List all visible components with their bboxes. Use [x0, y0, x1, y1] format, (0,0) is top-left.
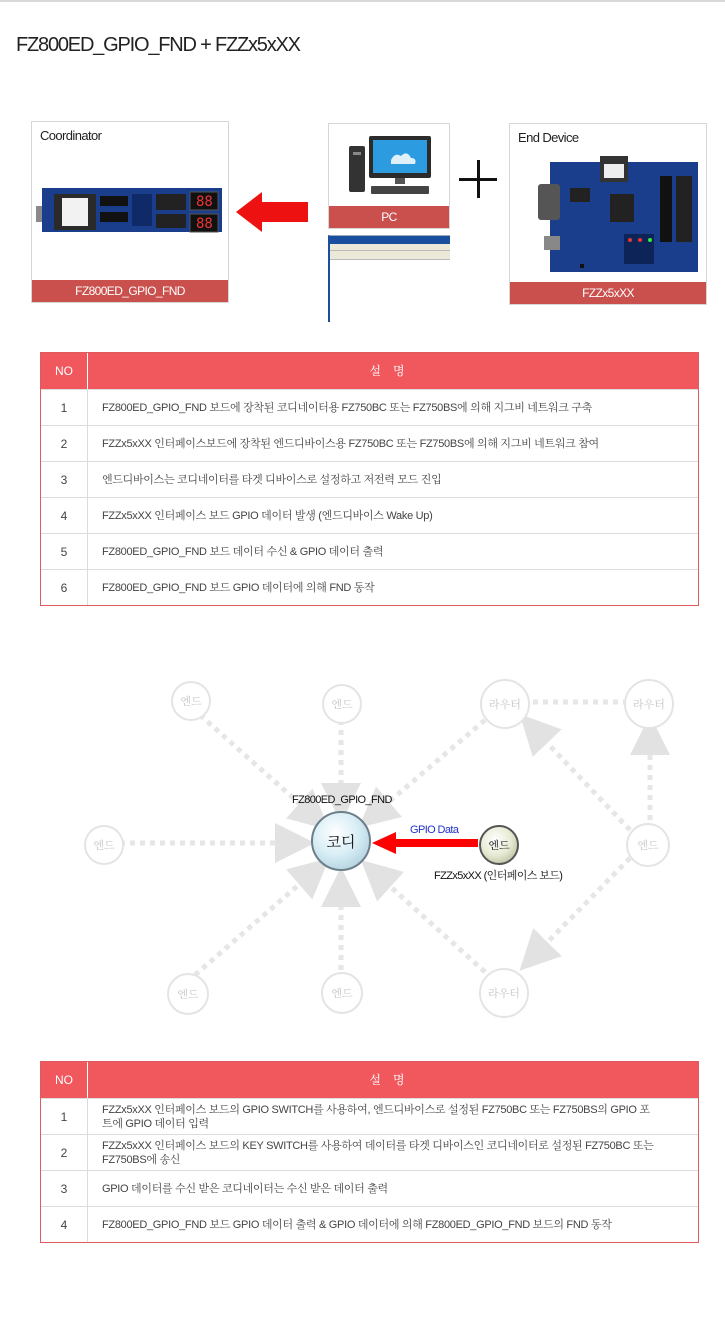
table-row	[41, 569, 698, 605]
row-desc: FZZx5xXX 인터페이스 보드의 GPIO SWITCH를 사용하여, 엔드디바이스로 설정된 FZ750BC 또는 FZ750BS의 GPIO 포트에 GPIO 데이터 입력	[87, 1099, 698, 1134]
end-device-card	[509, 123, 707, 305]
table-row	[41, 533, 698, 569]
row-no: 1	[60, 1109, 68, 1124]
node-end-bottom-left: 엔드	[167, 973, 209, 1015]
node-end-top-left: 엔드	[171, 681, 211, 721]
row-desc: GPIO 데이터를 수신 받은 코디네이터는 수신 받은 데이터 출력	[87, 1171, 698, 1206]
row-desc: FZZx5xXX 인터페이스보드에 장착된 엔드디바이스용 FZ750BC 또는 FZ750BS에 의해 지그비 네트워크 참여	[87, 426, 698, 461]
coordinator-card	[31, 121, 229, 303]
pc-software-screenshot	[328, 235, 450, 322]
table-row	[41, 1170, 698, 1206]
row-no: 3	[60, 472, 68, 487]
node-end-right: 엔드	[626, 823, 670, 867]
column-header-no: NO	[55, 364, 73, 378]
sequence-table-2	[40, 1061, 699, 1243]
node-router-bottom: 라우터	[479, 968, 529, 1018]
end-device-board-label: FZZx5xXX (인터페이스 보드)	[434, 870, 563, 882]
plus-icon	[459, 160, 499, 200]
column-header-desc: 설명	[87, 1062, 698, 1098]
pc-to-coordinator-arrow	[232, 190, 312, 234]
coordinator-board-image	[32, 184, 228, 244]
coordinator-caption: Coordinator	[40, 128, 102, 143]
row-desc: 엔드디바이스는 코디네이터를 타겟 디바이스로 설정하고 저전력 모드 진입	[87, 462, 698, 497]
svg-text:88: 88	[196, 216, 213, 232]
sequence-table-1	[40, 352, 699, 606]
end-device-caption: End Device	[518, 130, 579, 145]
pc-label: PC	[329, 206, 449, 228]
row-no: 2	[60, 436, 68, 451]
table-row	[41, 461, 698, 497]
top-divider	[0, 0, 725, 2]
row-no: 1	[60, 400, 68, 415]
row-no: 4	[60, 508, 68, 523]
table-row	[41, 1206, 698, 1242]
row-no: 4	[60, 1217, 68, 1232]
row-no: 2	[60, 1145, 68, 1160]
coordinator-node: 코디	[311, 811, 371, 871]
pc-card	[328, 123, 450, 229]
node-end-left: 엔드	[84, 825, 124, 865]
pc-icon	[329, 128, 449, 208]
row-desc: FZZx5xXX 인터페이스 보드 GPIO 데이터 발생 (엔드디바이스 Wake Up)	[87, 498, 698, 533]
table-row	[41, 1098, 698, 1134]
end-device-board-image	[510, 154, 706, 282]
row-desc: FZ800ED_GPIO_FND 보드 데이터 수신 & GPIO 데이터 출력	[87, 534, 698, 569]
node-end-bottom-mid: 엔드	[321, 972, 363, 1014]
row-desc: FZ800ED_GPIO_FND 보드 GPIO 데이터에 의해 FND 동작	[87, 570, 698, 605]
row-desc: FZ800ED_GPIO_FND 보드 GPIO 데이터 출력 & GPIO 데이터에 의해 FZ800ED_GPIO_FND 보드의 FND 동작	[87, 1207, 698, 1242]
column-header-no: NO	[55, 1073, 73, 1087]
gpio-data-label: GPIO Data	[410, 824, 459, 836]
end-device-node: 엔드	[479, 825, 519, 865]
table-row	[41, 425, 698, 461]
table-header	[41, 353, 698, 389]
coordinator-board-label: FZ800ED_GPIO_FND	[292, 794, 392, 806]
row-no: 6	[60, 580, 68, 595]
row-desc: FZ800ED_GPIO_FND 보드에 장착된 코디네이터용 FZ750BC 또는 FZ750BS에 의해 지그비 네트워크 구축	[87, 390, 698, 425]
end-device-board-name: FZZx5xXX	[510, 282, 706, 304]
table-row	[41, 497, 698, 533]
row-desc: FZZx5xXX 인터페이스 보드의 KEY SWITCH를 사용하여 데이터를 타겟 디바이스인 코디네이터로 설정된 FZ750BC 또는 FZ750BS에 송신	[87, 1135, 698, 1170]
node-router-top: 라우터	[480, 679, 530, 729]
node-end-top-mid: 엔드	[322, 684, 362, 724]
table-header	[41, 1062, 698, 1098]
row-no: 3	[60, 1181, 68, 1196]
svg-text:88: 88	[196, 194, 213, 210]
row-no: 5	[60, 544, 68, 559]
column-header-desc: 설명	[87, 353, 698, 389]
table-row	[41, 1134, 698, 1170]
page-title: FZ800ED_GPIO_FND + FZZx5xXX	[16, 34, 300, 56]
coordinator-board-name: FZ800ED_GPIO_FND	[32, 280, 228, 302]
node-router-top-right: 라우터	[624, 679, 674, 729]
table-row	[41, 389, 698, 425]
